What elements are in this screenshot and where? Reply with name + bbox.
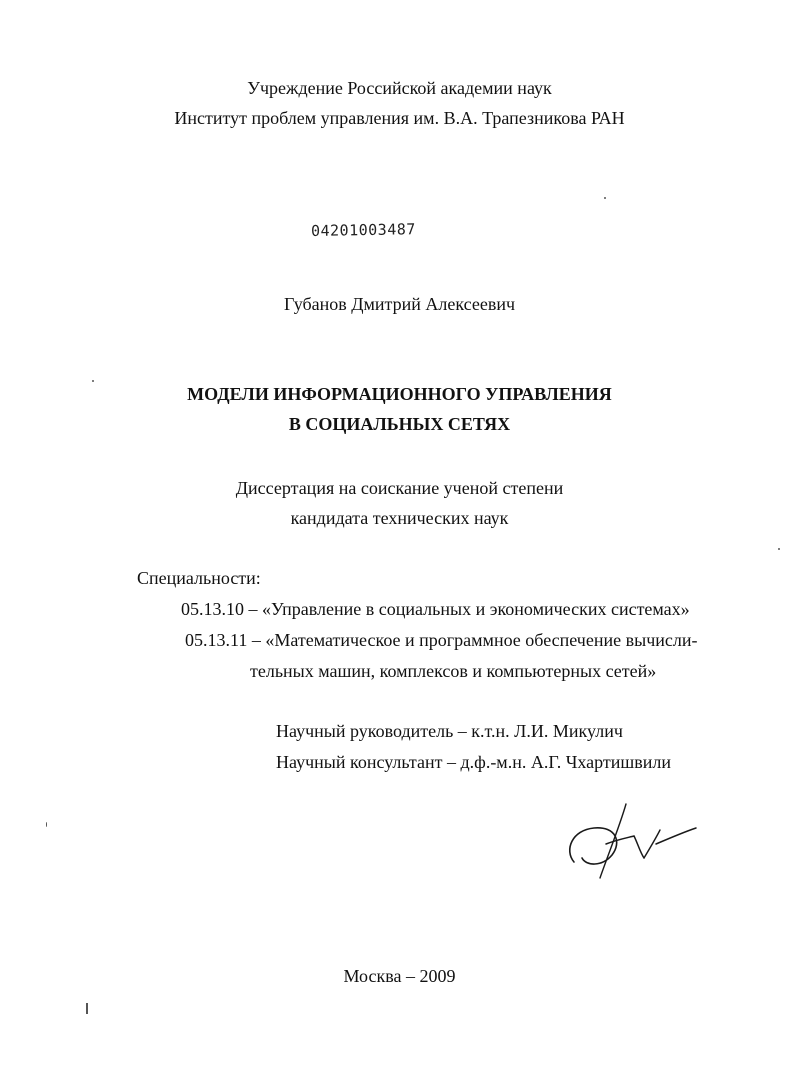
scan-speck bbox=[604, 197, 606, 199]
archive-stamp-number: 04201003487 bbox=[310, 220, 416, 240]
consultant-line: Научный консультант – д.ф.-м.н. А.Г. Чхартишвили bbox=[276, 752, 672, 772]
author-name: Губанов Дмитрий Алексеевич bbox=[283, 294, 516, 314]
scan-speck bbox=[92, 380, 94, 382]
specialty-item-2-line-2: тельных машин, комплексов и компьютерных сетей» bbox=[250, 661, 657, 681]
specialty-item-2-line-1: 05.13.11 – «Математическое и программное обеспечение вычисли- bbox=[185, 630, 698, 650]
specialty-item-1: 05.13.10 – «Управление в социальных и экономических системах» bbox=[181, 599, 690, 619]
degree-line-2: кандидата технических наук bbox=[290, 508, 509, 528]
supervisor-line: Научный руководитель – к.т.н. Л.И. Микулич bbox=[276, 721, 623, 741]
city-year: Москва – 2009 bbox=[343, 966, 456, 986]
specialties-label: Специальности: bbox=[137, 568, 261, 588]
scan-speck bbox=[778, 548, 780, 550]
scan-speck bbox=[46, 822, 47, 827]
title-line-1: МОДЕЛИ ИНФОРМАЦИОННОГО УПРАВЛЕНИЯ bbox=[187, 384, 612, 404]
institution-line: Учреждение Российской академии наук bbox=[247, 78, 552, 98]
handwritten-signature-icon bbox=[560, 800, 700, 880]
scan-mark bbox=[86, 1003, 88, 1014]
title-line-2: В СОЦИАЛЬНЫХ СЕТЯХ bbox=[288, 414, 511, 434]
degree-line-1: Диссертация на соискание ученой степени bbox=[235, 478, 564, 498]
institute-line: Институт проблем управления им. В.А. Трапезникова РАН bbox=[174, 108, 625, 128]
